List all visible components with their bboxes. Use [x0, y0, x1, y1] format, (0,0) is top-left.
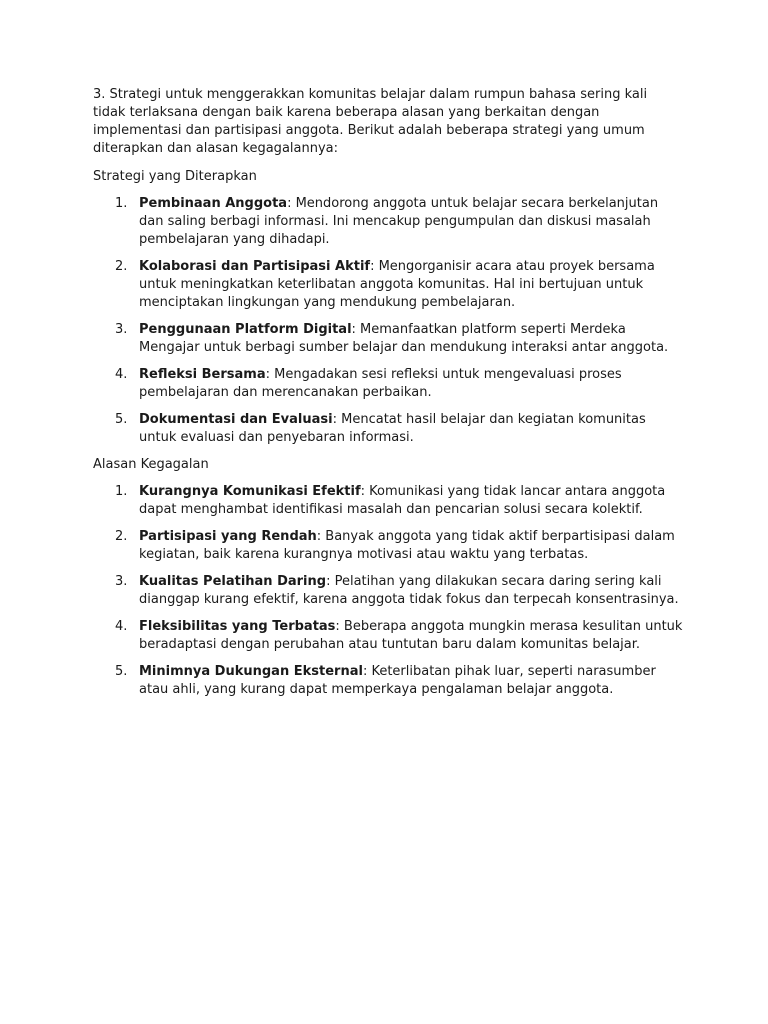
- list-desc: : Mengadakan sesi refleksi untuk mengevaluasi proses pembelajaran dan merencanakan perbaikan.: [139, 367, 622, 400]
- list-number: 1.: [115, 484, 128, 499]
- list-term: Pembinaan Anggota: [139, 196, 288, 211]
- list-item: [93, 528, 683, 564]
- list-item: [93, 366, 683, 402]
- list-term: Kurangnya Komunikasi Efektif: [139, 484, 361, 499]
- list-number: 4.: [115, 367, 128, 382]
- list-item: [93, 483, 683, 519]
- list-term: Minimnya Dukungan Eksternal: [139, 664, 363, 679]
- list-number: 2.: [115, 529, 128, 544]
- list-item: [93, 618, 683, 654]
- document-page: [93, 86, 683, 708]
- list-desc: : Pelatihan yang dilakukan secara daring sering kali dianggap kurang efektif, karena anggota tidak fokus dan terpecah konsentrasinya.: [139, 574, 679, 607]
- list-item: [93, 663, 683, 699]
- list-item: [93, 321, 683, 357]
- list-desc: : Mencatat hasil belajar dan kegiatan komunitas untuk evaluasi dan penyebaran informasi.: [139, 412, 646, 445]
- list-number: 3.: [115, 322, 128, 337]
- list-item: [93, 411, 683, 447]
- list-number: 4.: [115, 619, 128, 634]
- list-desc: : Memanfaatkan platform seperti Merdeka Mengajar untuk berbagi sumber belajar dan mendukung interaksi antar anggota.: [139, 322, 669, 355]
- list-term: Dokumentasi dan Evaluasi: [139, 412, 333, 427]
- alasan-heading: Alasan Kegagalan: [93, 457, 209, 472]
- list-term: Refleksi Bersama: [139, 367, 266, 382]
- list-desc: : Beberapa anggota mungkin merasa kesulitan untuk beradaptasi dengan perubahan atau tuntutan baru dalam komunitas belajar.: [139, 619, 683, 652]
- intro-paragraph: 3. Strategi untuk menggerakkan komunitas belajar dalam rumpun bahasa sering kali tidak terlaksana dengan baik karena beberapa alasan yang berkaitan dengan implementasi dan partisipasi anggota. Berikut adalah beberapa strategi yang umum diterapkan dan alasan kegagalannya:: [93, 87, 648, 156]
- list-desc: : Mengorganisir acara atau proyek bersama untuk meningkatkan keterlibatan anggota komunitas. Hal ini bertujuan untuk menciptakan lingkungan yang mendukung pembelajaran.: [139, 259, 655, 310]
- list-desc: : Komunikasi yang tidak lancar antara anggota dapat menghambat identifikasi masalah dan pencarian solusi secara kolektif.: [139, 484, 666, 517]
- list-term: Penggunaan Platform Digital: [139, 322, 352, 337]
- strategi-list: [93, 195, 683, 447]
- list-desc: : Mendorong anggota untuk belajar secara berkelanjutan dan saling berbagi informasi. Ini mencakup pengumpulan dan diskusi masalah pembelajaran yang dihadapi.: [139, 196, 659, 247]
- list-term: Kolaborasi dan Partisipasi Aktif: [139, 259, 371, 274]
- list-item: [93, 195, 683, 249]
- list-item: [93, 258, 683, 312]
- list-number: 5.: [115, 664, 128, 679]
- list-number: 2.: [115, 259, 128, 274]
- list-number: 5.: [115, 412, 128, 427]
- alasan-list: [93, 483, 683, 699]
- list-number: 1.: [115, 196, 128, 211]
- list-term: Kualitas Pelatihan Daring: [139, 574, 327, 589]
- list-term: Fleksibilitas yang Terbatas: [139, 619, 336, 634]
- list-desc: : Keterlibatan pihak luar, seperti narasumber atau ahli, yang kurang dapat memperkaya pengalaman belajar anggota.: [139, 664, 656, 697]
- list-term: Partisipasi yang Rendah: [139, 529, 317, 544]
- list-desc: : Banyak anggota yang tidak aktif berpartisipasi dalam kegiatan, baik karena kurangnya motivasi atau waktu yang terbatas.: [139, 529, 675, 562]
- strategi-heading: Strategi yang Diterapkan: [93, 169, 257, 184]
- list-item: [93, 573, 683, 609]
- list-number: 3.: [115, 574, 128, 589]
